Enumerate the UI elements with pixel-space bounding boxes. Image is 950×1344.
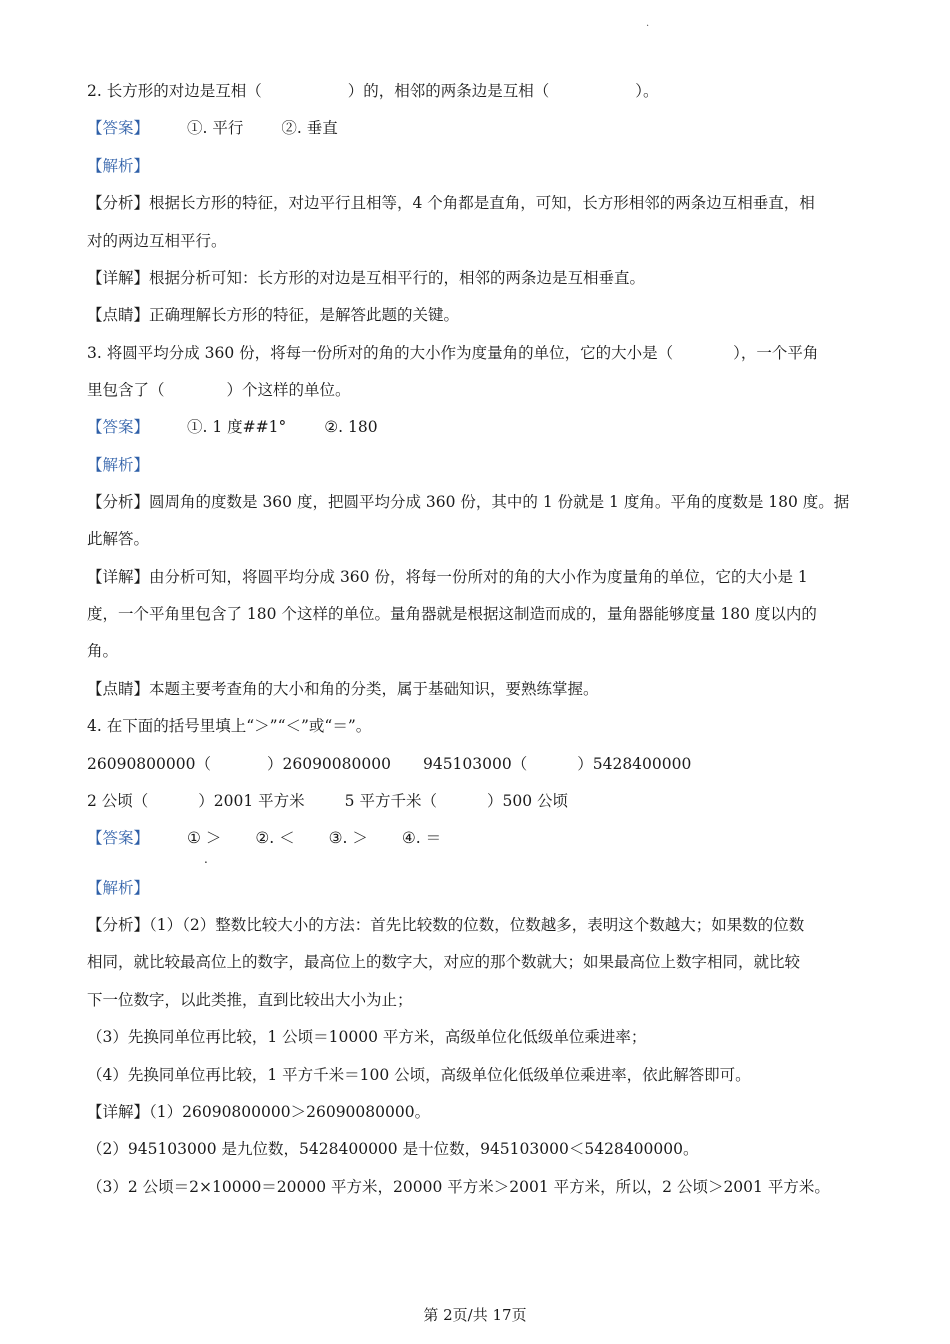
answer-item: ①. 1 度##1° xyxy=(187,418,287,436)
q4-fenxi-line3: 下一位数字，以此类推，直到比较出大小为止； xyxy=(87,991,413,1009)
answer-tag: 【答案】 xyxy=(87,119,150,137)
q3-dianjing xyxy=(87,679,599,699)
header-dot: . xyxy=(646,18,650,29)
q4-item: 945103000（ xyxy=(422,755,528,773)
q4-question: 4. 在下面的括号里填上“＞”“＜”或“＝”。 xyxy=(87,717,372,735)
q4-answer xyxy=(87,828,441,848)
q4-fenxi-line5: （4）先换同单位再比较，1 平方千米＝100 公顷，高级单位化低级单位乘进率，依此解答即可。 xyxy=(87,1066,751,1084)
answer-item: ②. 180 xyxy=(324,418,378,436)
xiangjie-tag: 【详解】 xyxy=(87,568,150,586)
fenxi-tag: 【分析】 xyxy=(87,916,150,934)
q3-question-part: 3. 将圆平均分成 360 份，将每一份所对的角的大小作为度量角的单位，它的大小是（ xyxy=(87,344,674,362)
stray-dot: . xyxy=(204,852,208,866)
q4-xiangjie-line2: （2）945103000 是九位数，5428400000 是十位数，945103000＜5428400000。 xyxy=(87,1140,699,1158)
q4-row2 xyxy=(87,791,568,811)
xiangjie-tag: 【详解】 xyxy=(87,269,150,287)
q4-item: ）5428400000 xyxy=(577,755,692,773)
xiangjie-tag: 【详解】 xyxy=(87,1103,150,1121)
q3-answer xyxy=(87,417,378,437)
q4-item: 2 公顷（ xyxy=(87,792,149,810)
answer-tag: 【答案】 xyxy=(87,829,150,847)
dianjing-text: 正确理解长方形的特征，是解答此题的关键。 xyxy=(149,306,460,324)
q3-xiangjie xyxy=(87,567,808,587)
q3-fenxi xyxy=(87,492,849,512)
answer-item: ③. ＞ xyxy=(328,829,368,847)
q4-row1 xyxy=(87,754,691,774)
q4-item: 5 平方千米（ xyxy=(344,792,437,810)
q2-dianjing xyxy=(87,305,459,325)
q3-question-part: ）个这样的单位。 xyxy=(226,381,351,399)
q2-question-part: ）。 xyxy=(635,82,659,100)
q4-xiangjie xyxy=(87,1102,430,1122)
jiexi-tag: 【解析】 xyxy=(87,456,150,474)
q2-answer xyxy=(87,118,338,138)
fenxi-tag: 【分析】 xyxy=(87,493,150,511)
answer-item: ②. ＜ xyxy=(255,829,295,847)
q4-xiangjie-line3: （3）2 公顷＝2×10000＝20000 平方米，20000 平方米＞2001 平方米，所以，2 公顷＞2001 平方米。 xyxy=(87,1178,830,1196)
dianjing-tag: 【点睛】 xyxy=(87,306,150,324)
q3-question-line2 xyxy=(87,380,351,400)
q3-question-part: 里包含了（ xyxy=(87,381,165,399)
q2-xiangjie xyxy=(87,268,645,288)
answer-item: ②. 垂直 xyxy=(281,119,338,137)
q2-fenxi xyxy=(87,193,815,213)
answer-item: ①. 平行 xyxy=(187,119,244,137)
page-footer: 第 2页/共 17页 xyxy=(423,1306,527,1324)
q3-question-line1 xyxy=(87,343,818,363)
xiangjie-text: 根据分析可知：长方形的对边是互相平行的，相邻的两条边是互相垂直。 xyxy=(149,269,646,287)
q2-question-part: 2. 长方形的对边是互相（ xyxy=(87,82,262,100)
jiexi-tag: 【解析】 xyxy=(87,157,150,175)
q3-xiangjie-line2: 度，一个平角里包含了 180 个这样的单位。量角器就是根据这制造而成的，量角器能够度量 180 度以内的 xyxy=(87,605,817,623)
q4-fenxi-line2: 相同，就比较最高位上的数字，最高位上的数字大，对应的那个数就大；如果最高位上数字相同，就比较 xyxy=(87,953,801,971)
q2-question xyxy=(87,81,659,101)
q4-item: ）2001 平方米 xyxy=(198,792,305,810)
q4-fenxi xyxy=(87,915,804,935)
jiexi-tag: 【解析】 xyxy=(87,879,150,897)
q4-item: ）26090080000 xyxy=(266,755,391,773)
answer-item: ① ＞ xyxy=(187,829,222,847)
xiangjie-text: （1）26090800000＞26090080000。 xyxy=(149,1103,431,1121)
answer-tag: 【答案】 xyxy=(87,418,150,436)
xiangjie-text: 由分析可知，将圆平均分成 360 份，将每一份所对的角的大小作为度量角的单位，它的大小是 1 xyxy=(149,568,808,586)
q2-fenxi-line2: 对的两边互相平行。 xyxy=(87,232,227,250)
q3-question-part: ），一个平角 xyxy=(733,344,819,362)
q3-fenxi-line2: 此解答。 xyxy=(87,530,150,548)
fenxi-text: 圆周角的度数是 360 度，把圆平均分成 360 份，其中的 1 份就是 1 度角。平角的度数是 180 度。据 xyxy=(149,493,850,511)
fenxi-text: （1）（2）整数比较大小的方法：首先比较数的位数，位数越多，表明这个数越大；如果数的位数 xyxy=(149,916,805,934)
answer-item: ④. ＝ xyxy=(401,829,442,847)
dianjing-text: 本题主要考查角的大小和角的分类，属于基础知识，要熟练掌握。 xyxy=(149,680,599,698)
q4-item: ）500 公顷 xyxy=(486,792,568,810)
q2-question-part: ）的，相邻的两条边是互相（ xyxy=(347,82,550,100)
q4-fenxi-line4: （3）先换同单位再比较，1 公顷＝10000 平方米，高级单位化低级单位乘进率； xyxy=(87,1028,647,1046)
q3-xiangjie-line3: 角。 xyxy=(87,642,119,660)
fenxi-tag: 【分析】 xyxy=(87,194,150,212)
q4-item: 26090800000（ xyxy=(87,755,211,773)
dianjing-tag: 【点睛】 xyxy=(87,680,150,698)
fenxi-text: 根据长方形的特征，对边平行且相等，4 个角都是直角，可知，长方形相邻的两条边互相垂直，相 xyxy=(149,194,815,212)
